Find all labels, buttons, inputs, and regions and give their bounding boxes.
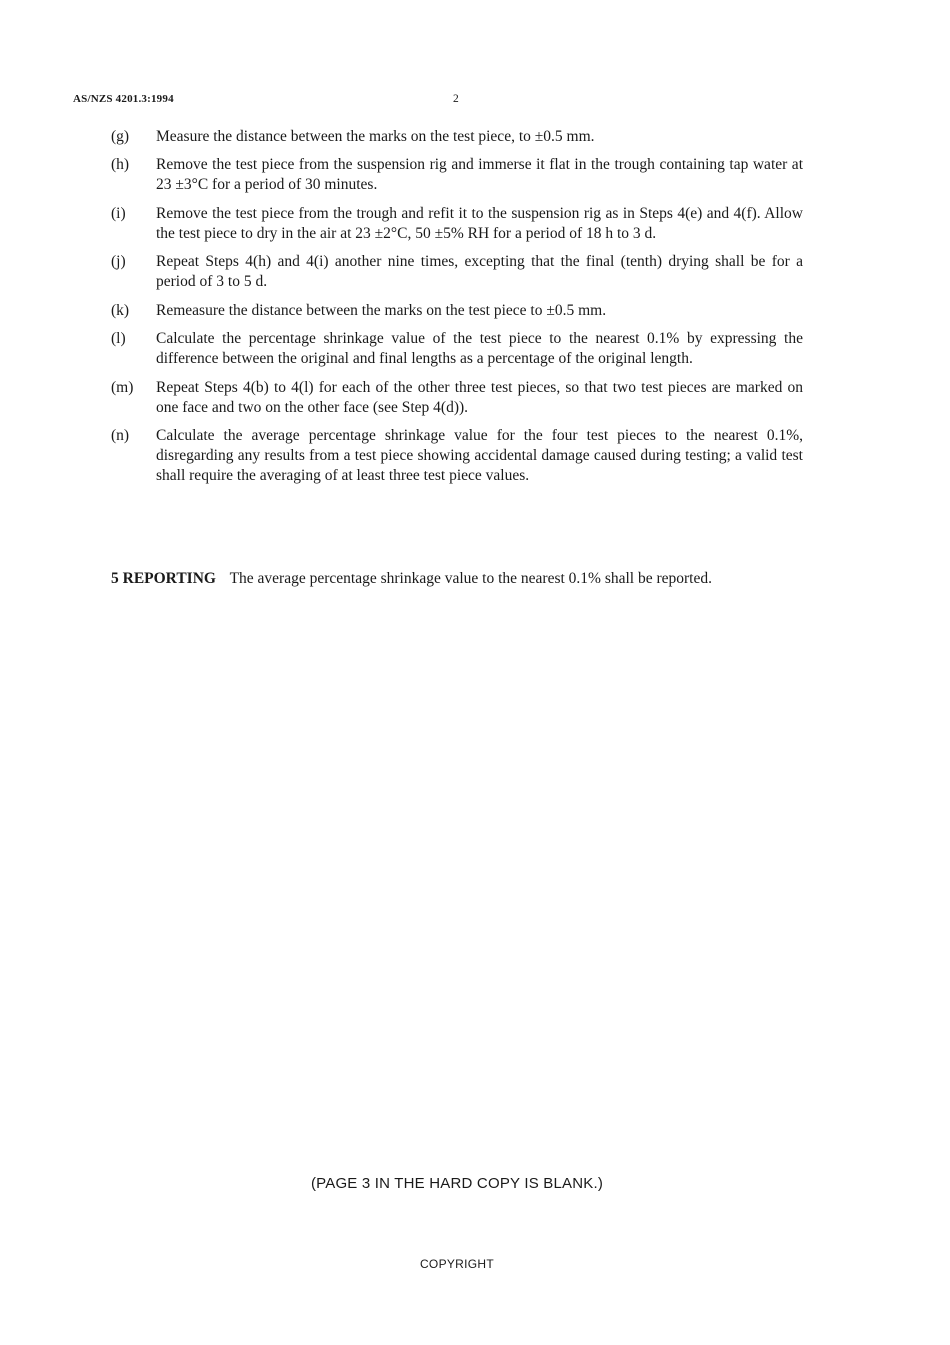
- step-l: [111, 329, 803, 369]
- step-text: Remove the test piece from the suspension rig and immerse it flat in the trough containing tap water at 23 ±3°C for a period of 30 minutes.: [156, 156, 803, 193]
- blank-page-note: (PAGE 3 IN THE HARD COPY IS BLANK.): [310, 1175, 604, 1192]
- reporting-text: The average percentage shrinkage value to the nearest 0.1% shall be reported.: [229, 570, 712, 587]
- reporting-heading: 5 REPORTING: [111, 570, 216, 587]
- step-text: Remeasure the distance between the marks on the test piece to ±0.5 mm.: [156, 302, 607, 319]
- step-text: Repeat Steps 4(h) and 4(i) another nine times, excepting that the final (tenth) drying shall be for a period of 3 to 5 d.: [156, 253, 803, 290]
- step-h: [111, 155, 803, 195]
- step-j: [111, 252, 803, 292]
- step-text: Measure the distance between the marks on the test piece, to ±0.5 mm.: [156, 128, 595, 145]
- step-label: (g): [111, 128, 130, 145]
- step-m: [111, 378, 803, 418]
- step-label: (h): [111, 156, 130, 173]
- page-number: 2: [453, 93, 459, 105]
- copyright-footer: COPYRIGHT: [419, 1257, 495, 1271]
- step-n: [111, 426, 803, 486]
- step-text: Repeat Steps 4(b) to 4(l) for each of the other three test pieces, so that two test pieces are marked on one face and two on the other face (see Step 4(d)).: [156, 379, 803, 416]
- step-text: Calculate the average percentage shrinkage value for the four test pieces to the nearest 0.1%, disregarding any results from a test piece showing accidental damage caused during testing; a valid test shall require the averaging of at least three test piece values.: [156, 427, 803, 484]
- standard-designation: AS/NZS 4201.3:1994: [73, 93, 174, 105]
- step-label: (m): [111, 379, 134, 396]
- step-label: (j): [111, 253, 126, 270]
- step-text: Remove the test piece from the trough and refit it to the suspension rig as in Steps 4(e) and 4(f). Allow the test piece to dry in the air at 23 ±2°C, 50 ±5% RH for a period of 18 h to 3 d.: [156, 205, 803, 242]
- step-label: (k): [111, 302, 130, 319]
- step-i: [111, 204, 803, 244]
- step-label: (l): [111, 330, 126, 347]
- step-label: (i): [111, 205, 126, 222]
- step-g: [111, 127, 803, 147]
- reporting-section: [111, 569, 803, 589]
- step-text: Calculate the percentage shrinkage value of the test piece to the nearest 0.1% by expressing the difference between the original and final lengths as a percentage of the original length.: [156, 330, 803, 367]
- procedure-steps: [111, 127, 803, 486]
- step-label: (n): [111, 427, 130, 444]
- step-k: [111, 301, 803, 321]
